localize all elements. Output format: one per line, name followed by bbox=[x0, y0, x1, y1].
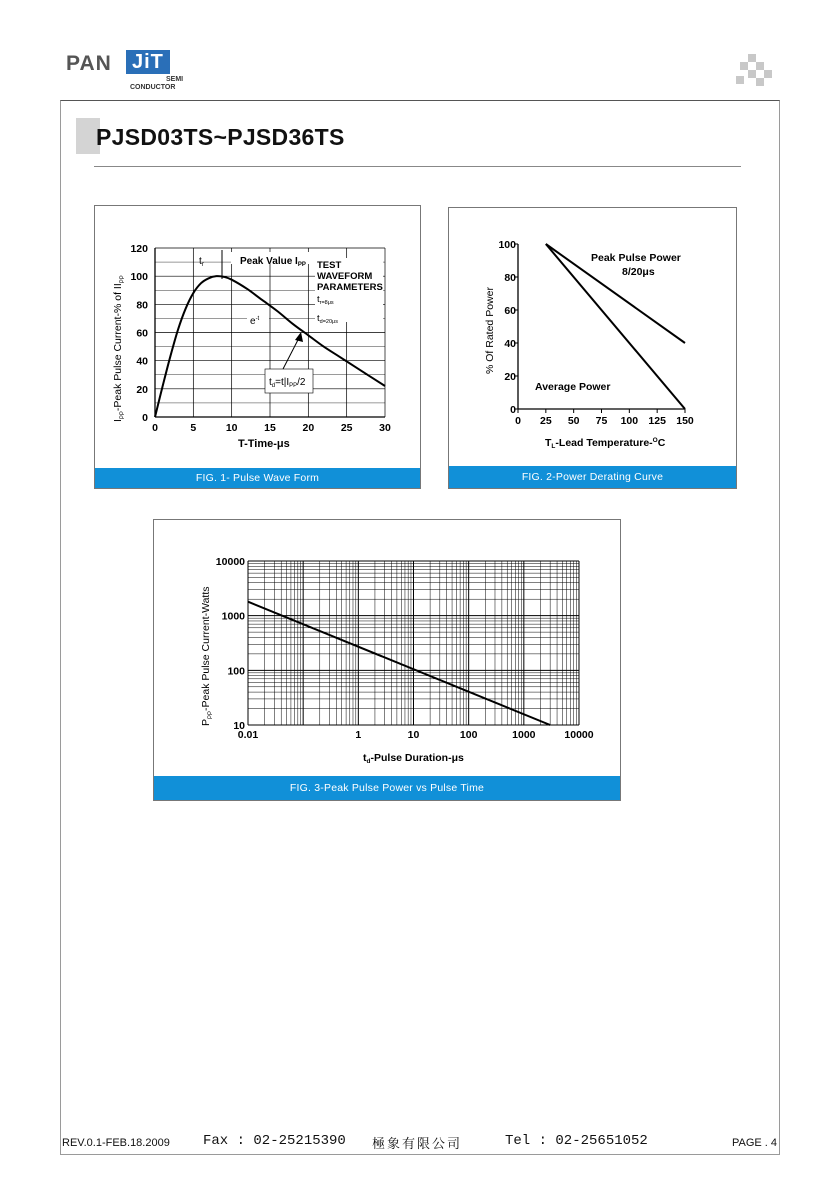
fig1-ylabel-end: I bbox=[112, 283, 124, 287]
footer-fax: Fax : 02-25215390 bbox=[203, 1133, 346, 1149]
fig2-xtick-label: 50 bbox=[567, 415, 580, 427]
fig3-xtick-label: 10000 bbox=[564, 729, 594, 741]
fig1-annot-tdparam-sub: d=20μs bbox=[319, 319, 338, 325]
fig2-xlabel-end: C bbox=[657, 437, 666, 449]
fig1-ytick-label: 40 bbox=[136, 355, 148, 368]
fig2-xlabel-t: T bbox=[545, 437, 552, 449]
fig1-annot-trparam-sub: r=8μs bbox=[319, 300, 334, 306]
fig1-annot-peak bbox=[240, 256, 306, 268]
fig3-series-line bbox=[248, 602, 550, 725]
fig3-ylabel-p: P bbox=[200, 718, 212, 726]
checker-decoration-icon bbox=[736, 54, 772, 90]
fig3-xlabel-rest: -Pulse Duration-μs bbox=[370, 752, 464, 764]
fig1-annot-td-a: t bbox=[269, 377, 272, 388]
fig2-ytick-label: 20 bbox=[504, 371, 516, 383]
fig1-xtick-label: 25 bbox=[340, 422, 353, 434]
brand-logo bbox=[66, 50, 186, 92]
fig1-panel bbox=[94, 205, 421, 489]
fig1-td-arrowhead-icon bbox=[295, 332, 303, 342]
fig1-ytick-label: 0 bbox=[142, 412, 148, 424]
fig1-annot-test2: WAVEFORM bbox=[317, 271, 373, 282]
fig3-panel bbox=[153, 519, 621, 801]
fig1-xtick-label: 0 bbox=[152, 422, 158, 434]
fig3-ylabel bbox=[200, 586, 214, 726]
fig3-xlabel-t: t bbox=[363, 752, 367, 764]
fig1-xlabel: T-Time-μs bbox=[238, 438, 290, 450]
fig1-annot-tdparam-t: t bbox=[317, 313, 320, 324]
fig2-ytick-label: 40 bbox=[504, 338, 516, 350]
fig3-ylabel-rest: -Peak Pulse Current-Watts bbox=[200, 586, 212, 711]
fig3-xtick-label: 100 bbox=[459, 729, 478, 741]
fig3-ytick-label: 10 bbox=[233, 720, 245, 732]
fig2-xtick-label: 75 bbox=[595, 415, 608, 427]
fig2-xlabel-rest: -Lead Temperature- bbox=[555, 437, 653, 449]
fig1-xtick-label: 20 bbox=[302, 422, 315, 434]
fig1-ytick-label: 80 bbox=[136, 299, 148, 312]
fig1-annot-test3: PARAMETERS bbox=[317, 282, 383, 293]
fig2-panel bbox=[448, 207, 737, 489]
fig2-ylabel: % Of Rated Power bbox=[484, 287, 496, 374]
fig1-annot-tr-sub: r bbox=[201, 262, 204, 268]
brand-pan: PAN bbox=[66, 52, 112, 75]
fig1-annot-td-e: /2 bbox=[297, 377, 306, 388]
footer-page: PAGE . 4 bbox=[732, 1137, 778, 1149]
fig3-ytick-label: 100 bbox=[227, 665, 245, 678]
fig1-xtick-label: 10 bbox=[225, 422, 238, 434]
fig2-xtick-label: 150 bbox=[676, 415, 694, 427]
fig1-annot-td-b: d bbox=[271, 383, 276, 389]
fig1-ylabel bbox=[112, 275, 126, 422]
fig2-chart bbox=[449, 208, 736, 468]
fig2-ytick-label: 60 bbox=[504, 305, 516, 317]
fig3-ylabel-sub: PP bbox=[208, 710, 214, 719]
fig3-xtick-label: 0.01 bbox=[237, 729, 259, 741]
fig1-annot-test1: TEST bbox=[317, 260, 342, 271]
fig1-ylabel-main: I bbox=[112, 419, 124, 422]
brand-sub-semi: SEMI bbox=[166, 76, 184, 83]
fig1-xtick-label: 5 bbox=[190, 422, 197, 434]
page-title: PJSD03TS~PJSD36TS bbox=[96, 124, 345, 150]
fig3-chart bbox=[154, 520, 620, 776]
brand-jit: JiT bbox=[126, 50, 170, 74]
fig2-xtick-label: 125 bbox=[648, 415, 666, 427]
fig2-xtick-label: 100 bbox=[620, 415, 639, 427]
fig1-annot-td-c: =t|I bbox=[275, 377, 290, 388]
fig2-ytick-label: 0 bbox=[510, 404, 516, 416]
fig3-caption: FIG. 3-Peak Pulse Power vs Pulse Time bbox=[154, 776, 620, 800]
fig2-xtick-label: 0 bbox=[515, 415, 521, 427]
fig1-xtick-label: 15 bbox=[264, 422, 276, 434]
fig1-chart bbox=[95, 206, 420, 468]
fig2-label-average: Average Power bbox=[535, 381, 611, 393]
fig1-ytick-label: 60 bbox=[136, 327, 148, 340]
fig1-annot-exp-sup: -t bbox=[255, 316, 260, 322]
fig3-xlabel-sub: d bbox=[366, 758, 371, 765]
fig3-xtick-label: 1 bbox=[355, 729, 362, 741]
fig1-annot-peak-text: Peak Value I bbox=[240, 256, 298, 267]
fig2-xlabel-sup: O bbox=[652, 437, 658, 444]
fig1-xtick-label: 30 bbox=[379, 422, 391, 434]
fig1-annot-tr-t: t bbox=[199, 256, 202, 267]
fig1-ylabel-sub: PP bbox=[120, 411, 126, 420]
footer-rev: REV.0.1-FEB.18.2009 bbox=[62, 1137, 170, 1149]
fig2-xlabel-sub: L bbox=[551, 443, 556, 450]
fig1-caption: FIG. 1- Pulse Wave Form bbox=[95, 468, 420, 488]
fig3-ytick-label: 10000 bbox=[215, 556, 245, 568]
fig2-xlabel bbox=[545, 437, 666, 450]
fig3-xtick-label: 10 bbox=[407, 729, 420, 741]
title-divider bbox=[94, 166, 741, 167]
fig2-ytick-label: 80 bbox=[504, 272, 516, 284]
fig1-annot-exp-e: e bbox=[250, 316, 256, 327]
fig1-annot-td bbox=[269, 377, 306, 389]
fig1-ylabel-end-sub: PP bbox=[120, 275, 126, 284]
fig1-ytick-label: 100 bbox=[130, 271, 148, 284]
fig2-ytick-label: 100 bbox=[498, 239, 516, 251]
fig2-label-peak: Peak Pulse Power bbox=[591, 252, 681, 264]
fig1-annot-td-d: PP bbox=[289, 383, 298, 389]
fig3-xtick-label: 1000 bbox=[512, 729, 536, 741]
fig1-ytick-label: 120 bbox=[130, 243, 148, 255]
fig2-caption: FIG. 2-Power Derating Curve bbox=[449, 466, 736, 488]
brand-sub-conductor: CONDUCTOR bbox=[130, 84, 176, 91]
fig1-ylabel-rest: -Peak Pulse Current-% of I bbox=[112, 286, 124, 412]
fig2-xtick-label: 25 bbox=[539, 415, 552, 427]
fig3-xlabel bbox=[363, 752, 464, 765]
footer-tel: Tel : 02-25651052 bbox=[505, 1133, 648, 1149]
fig1-annot-tr bbox=[199, 256, 204, 268]
fig2-label-peak-sub: 8/20μs bbox=[622, 266, 655, 278]
fig1-ytick-label: 20 bbox=[136, 383, 148, 396]
fig1-annot-peak-sub: PP bbox=[297, 262, 306, 268]
footer-company: 極象有限公司 bbox=[372, 1136, 463, 1151]
fig3-ytick-label: 1000 bbox=[221, 610, 245, 623]
fig1-annot-trparam-t: t bbox=[317, 294, 320, 305]
